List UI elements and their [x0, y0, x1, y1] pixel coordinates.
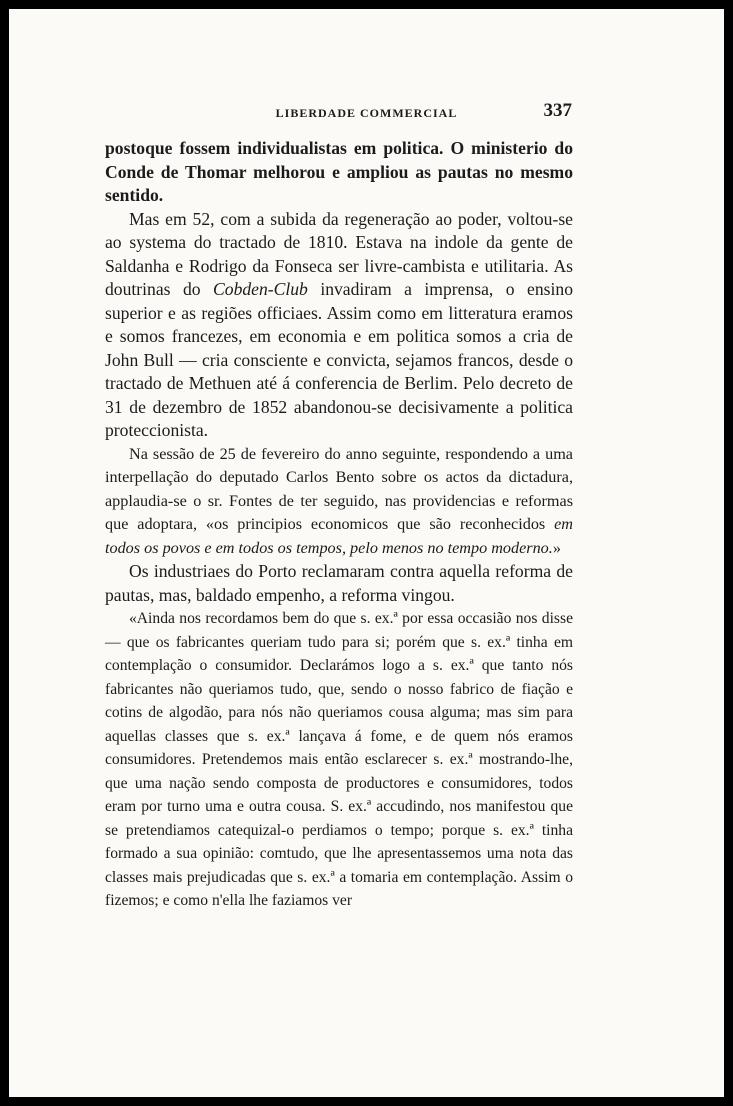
paragraph-3-text-b: » — [552, 538, 561, 557]
paragraph-3 — [105, 443, 573, 561]
paragraph-1: postoque fossem individualistas em politica. O ministerio do Conde de Thomar melhorou e ampliou as pautas no mesmo sentido. — [105, 138, 573, 205]
paragraph-3-italic: em todos os povos e em todos os tempos, pelo menos no tempo moderno. — [105, 515, 573, 557]
page-number: 337 — [543, 100, 572, 121]
paragraph-5: «Ainda nos recordamos bem do que s. ex.ª por essa occasião nos disse — que os fabricantes queriam tudo para si; porém que s. ex.ª tinha em contemplação o consumidor. Declarámos logo a s. ex.ª que tanto nós fabricantes não queriamos tudo, que, sendo o nosso fabrico de fiação e cotins de algodão, para nós não queriamos cousa alguma; mas sim para aquellas classes que s. ex.ª lançava á fome, e de quem nós eramos consumidores. Pretendemos mais então esclarecer s. ex.ª mostrando-lhe, que uma nação sendo composta de productores e consumidores, todos eram por turno uma e outra cousa. S. ex.ª accudindo, nos manifestou que se pretendiamos catequizal-o perdiamos o tempo; porque s. ex.ª tinha formado a sua opinião: comtudo, que lhe apresentassemos uma nota das classes mais prejudicadas que s. ex.ª a tomaria em contemplação. Assim o fizemos; e como n'ella lhe faziamos ver — [105, 610, 573, 909]
paragraph-2-text-b: invadiram a imprensa, o ensino superior e as regiões officiaes. Assim como em litteratura eramos e somos francezes, em economia e em politica somos a cria de John Bull — cria consciente e convicta, sejamos francos, desde o tractado de Methuen até á conferencia de Berlim. Pelo decreto de 31 de dezembro de 1852 abandonou-se decisivamente a politica proteccionista. — [105, 279, 573, 440]
paragraph-3-text-a: Na sessão de 25 de fevereiro do anno seguinte, respondendo a uma interpellação do deputado Carlos Bento sobre os actos da dictadura, applaudia-se o sr. Fontes de ter seguido, nas providencias e reformas que adoptara, «os principios economicos que são reconhecidos — [105, 444, 573, 533]
running-title: LIBERDADE COMMERCIAL — [275, 106, 458, 120]
paragraph-2-italic: Cobden-Club — [213, 279, 308, 299]
paragraph-2-text-a: Mas em 52, com a subida da regeneração ao poder, voltou-se ao systema do tractado de 1810. Estava na indole da gente de Saldanha e Rodrigo da Fonseca ser livre-cambista e utilitaria. As doutrinas do — [105, 208, 573, 299]
paragraph-2 — [105, 208, 573, 443]
book-page — [9, 9, 724, 1097]
paragraph-4: Os industriaes do Porto reclamaram contra aquella reforma de pautas, mas, baldado empenho, a reforma vingou. — [105, 561, 573, 605]
body-text — [105, 137, 573, 913]
